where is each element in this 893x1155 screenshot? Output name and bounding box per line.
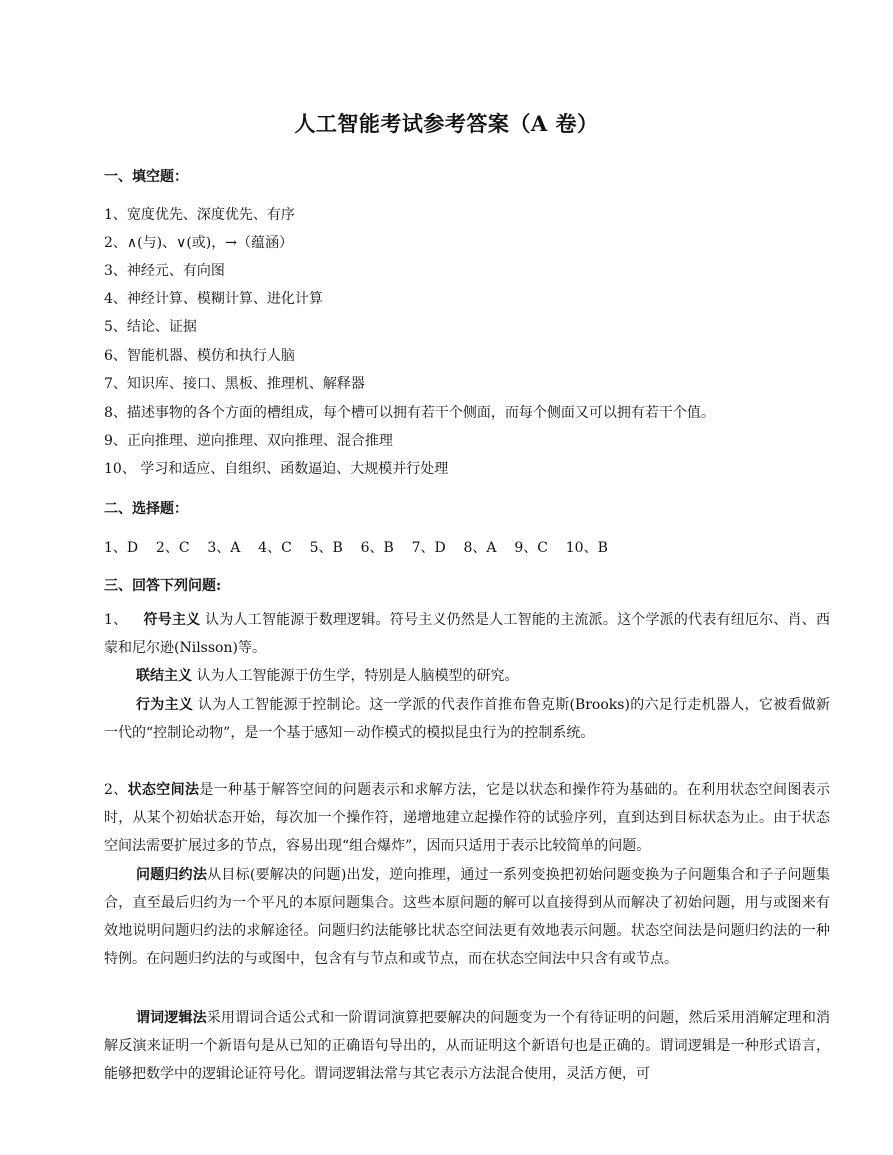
q2-state-space-text: 是一种基于解答空间的问题表示和求解方法，它是以状态和操作符为基础的。在利用状态空间图表示时，从某个初始状态开始，每次加一个操作符，递增地建立起操作符的试验序列，直到达到目标状态为止。由于状态空间法需要扩展过多的节点，容易出现“组合爆炸”，因而只适用于表示比较简单的问题。: [104, 782, 830, 854]
fill-in-item: 5、结论、证据: [104, 319, 197, 335]
section-fill-in-heading: 一、填空题：: [104, 169, 188, 185]
q2-number: 2、: [104, 782, 128, 798]
fill-in-item: 7、知识库、接口、黑板、推理机、解释器: [104, 376, 365, 392]
fill-in-item: 4、神经计算、模糊计算、进化计算: [104, 291, 323, 307]
q2-paragraph-problem-reduction: [104, 861, 830, 973]
q2-paragraph-state-space: [104, 776, 830, 860]
term-state-space: 状态空间法: [127, 782, 200, 798]
choice-answers: 1、D 2、C 3、A 4、C 5、B 6、B 7、D 8、A 9、C 10、B: [104, 540, 608, 556]
fill-in-item: 10、 学习和适应、自组织、函数逼迫、大规模并行处理: [104, 461, 449, 477]
q1-paragraph-symbolism: [104, 606, 830, 662]
q1-connectionism-text: 认为人工智能源于仿生学，特别是人脑模型的研究。: [192, 668, 519, 684]
section-choice-heading: 二、选择题：: [104, 501, 188, 517]
page-title: 人工智能考试参考答案（A 卷）: [294, 111, 599, 136]
q2-paragraph-predicate-logic: [104, 1004, 830, 1088]
q2-predicate-logic-text: 采用谓词合适公式和一阶谓词演算把要解决的问题变为一个有待证明的问题，然后采用消解定理和消解反演来证明一个新语句是从已知的正确语句导出的，从而证明这个新语句也是正确的。谓词逻辑是一种形式语言，能够把数学中的逻辑论证符号化。谓词逻辑法常与其它表示方法混合使用，灵活方便，可: [104, 1010, 831, 1082]
q2-problem-reduction-text: 从目标(要解决的问题)出发，逆向推理，通过一系列变换把初始问题变换为子问题集合和子子问题集合，直至最后归约为一个平凡的本原问题集合。这些本原问题的解可以直接得到从而解决了初始问题，用与或图来有效地说明问题归约法的求解途径。问题归约法能够比状态空间法更有效地表示问题。状态空间法是问题归约法的一种特例。在问题归约法的与或图中，包含有与节点和或节点，而在状态空间法中只含有或节点。: [104, 867, 831, 967]
term-problem-reduction: 问题归约法: [136, 867, 208, 883]
q1-behaviorism-text: 认为人工智能源于控制论。这一学派的代表作首推布鲁克斯(Brooks)的六足行走机器人，它被看做新一代的“控制论动物”，是一个基于感知－动作模式的模拟昆虫行为的控制系统。: [104, 697, 830, 741]
fill-in-item: 3、神经元、有向图: [104, 263, 225, 279]
section-questions-heading: 三、回答下列问题:: [104, 578, 222, 594]
fill-in-item: 6、智能机器、模仿和执行人脑: [104, 348, 295, 364]
fill-in-item: 8、描述事物的各个方面的槽组成，每个槽可以拥有若干个侧面，而每个侧面又可以拥有若干个值。: [104, 405, 715, 421]
q1-paragraph-behaviorism: [104, 691, 830, 747]
fill-in-item: 9、正向推理、逆向推理、双向推理、混合推理: [104, 433, 393, 449]
term-behaviorism: 行为主义: [136, 697, 194, 713]
q1-paragraph-connectionism: [104, 662, 830, 690]
q1-symbolism-text: 认为人工智能源于数理逻辑。符号主义仍然是人工智能的主流派。这个学派的代表有纽厄尔、肖、西蒙和尼尔逊(Nilsson)等。: [104, 612, 830, 656]
term-predicate-logic: 谓词逻辑法: [136, 1010, 207, 1026]
fill-in-item: 2、∧(与)、∨(或)，→（蕴涵）: [104, 235, 293, 251]
term-connectionism: 联结主义: [136, 668, 192, 684]
term-symbolism: 符号主义: [143, 612, 201, 628]
fill-in-item: 1、宽度优先、深度优先、有序: [104, 207, 295, 223]
q1-number: 1、: [104, 612, 128, 628]
